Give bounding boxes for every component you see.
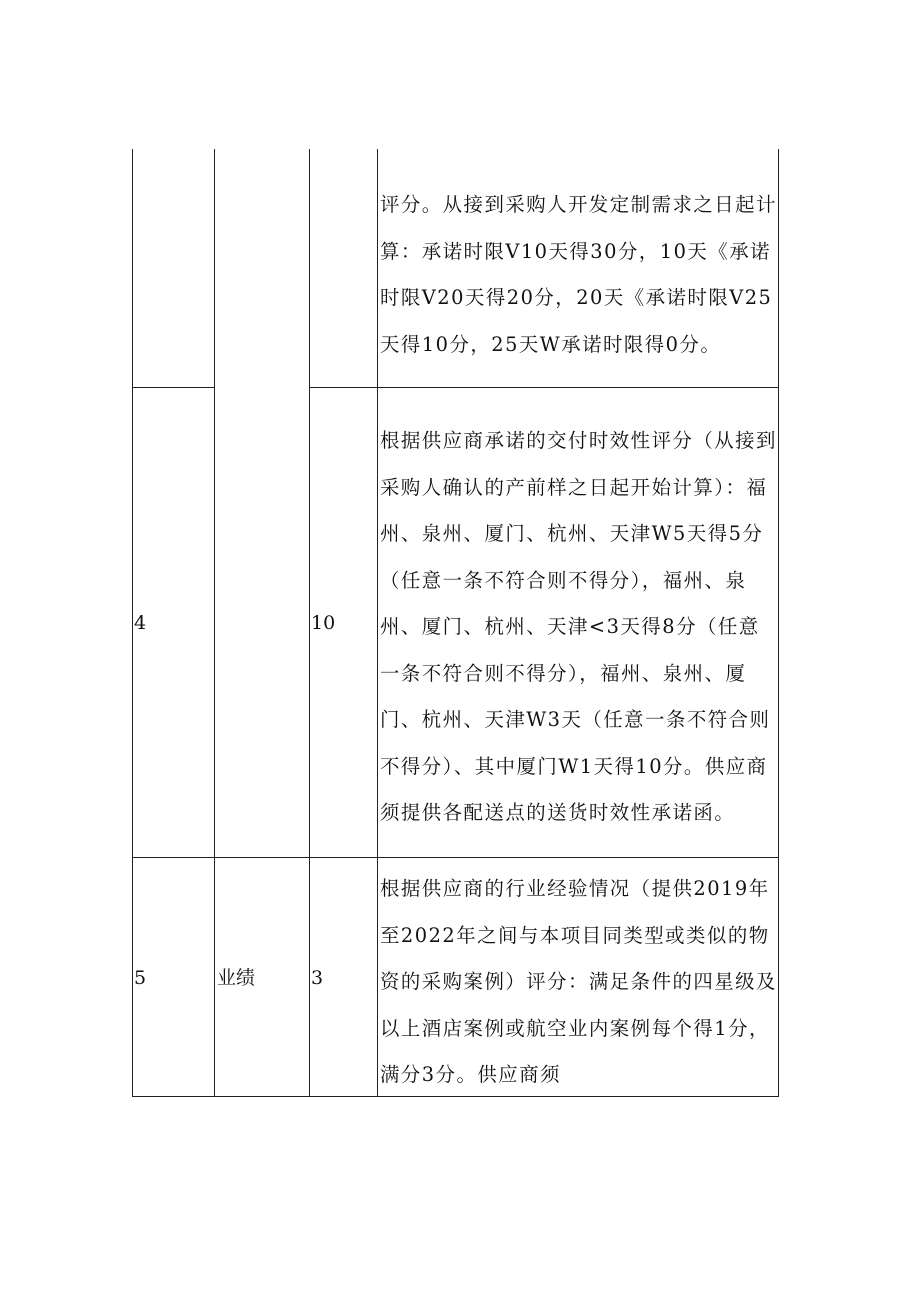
- row-divider-1b: [309, 387, 779, 388]
- table-row-4-index: 4: [134, 612, 147, 634]
- row-divider-1a: [132, 387, 215, 388]
- table-row-5-index: 5: [134, 967, 147, 989]
- table-row-5-score: 3: [311, 967, 324, 989]
- table-row-4-score: 10: [311, 612, 336, 634]
- table-row-4-criteria: 根据供应商承诺的交付时效性评分（从接到采购人确认的产前样之日起开始计算）：福州、泉州、厦门、杭州、天津W5天得5分（任意一条不符合则不得分），福州、泉州、厦门、杭州、天津<3天得8分（任意一条不符合则不得分），福州、泉州、厦门、杭州、天津W3天（任意一条不符合则不得分）、其中厦门W1天得10分。供应商须提供各配送点的送货时效性承诺函。: [380, 429, 777, 824]
- table-row-continued-criteria: 评分。从接到采购人开发定制需求之日起计算：承诺时限V10天得30分，10天《承诺时限V20天得20分，20天《承诺时限V25天得10分，25天W承诺时限得0分。: [380, 193, 777, 356]
- table-row-5-criteria: 根据供应商的行业经验情况（提供2019年至2022年之间与本项目同类型或类似的物资的采购案例）评分：满足条件的四星级及以上酒店案例或航空业内案例每个得1分，满分3分。供应商须: [380, 877, 777, 1086]
- table-border-col4: [377, 149, 378, 1097]
- table-row-5-category: 业绩: [217, 967, 256, 989]
- table-border-col3: [309, 149, 310, 1097]
- row-divider-2: [132, 857, 779, 858]
- table-border-col2: [214, 149, 215, 1097]
- table-border-left: [132, 149, 133, 1097]
- table-border-right: [778, 149, 779, 1097]
